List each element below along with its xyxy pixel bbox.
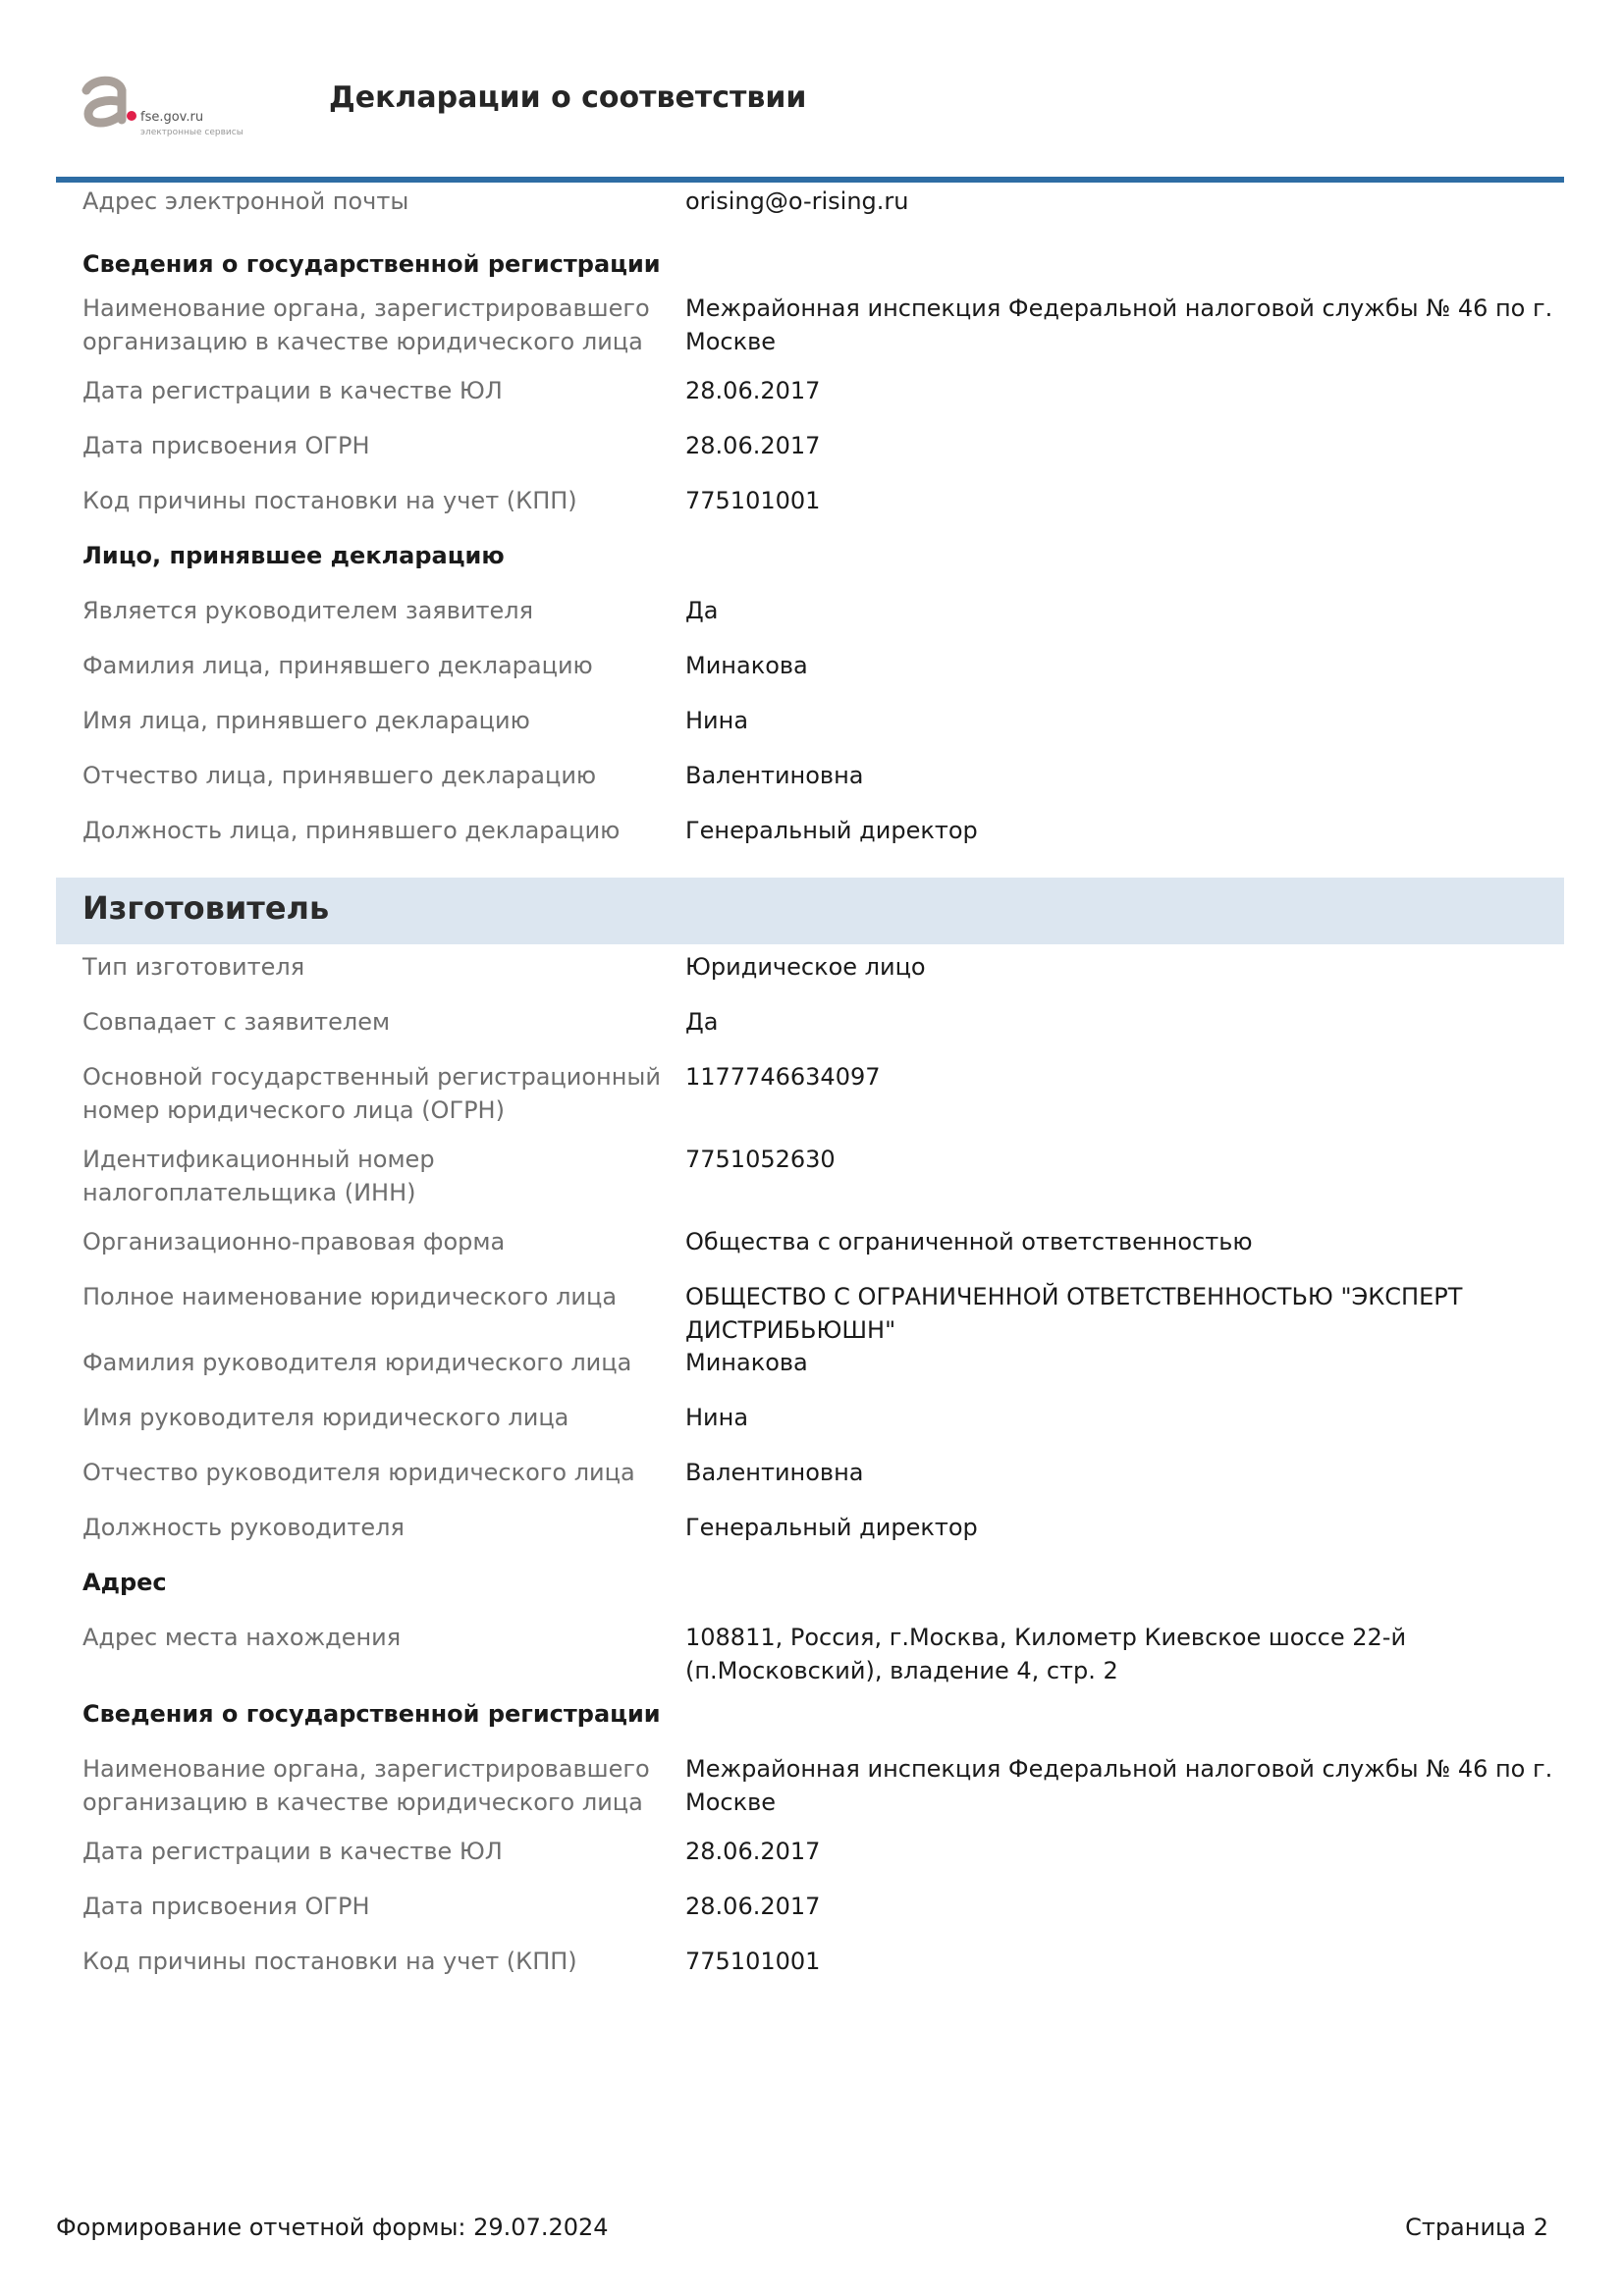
declarant-patronymic-value: Валентиновна xyxy=(685,762,864,789)
applicant-kpp-label: Код причины постановки на учет (КПП) xyxy=(82,487,577,514)
is-head-value: Да xyxy=(685,597,719,624)
email-label: Адрес электронной почты xyxy=(82,187,409,215)
manufacturer-type-value: Юридическое лицо xyxy=(685,953,926,981)
head-patronymic-label: Отчество руководителя юридического лица xyxy=(82,1459,635,1486)
page-header xyxy=(56,0,1564,183)
head-surname-value: Минакова xyxy=(685,1349,808,1376)
legal-form-value: Общества с ограниченной ответственностью xyxy=(685,1228,1253,1255)
same-as-applicant-value: Да xyxy=(685,1008,719,1036)
manufacturer-ogrn-date-value: 28.06.2017 xyxy=(685,1893,821,1920)
location-address-value: 108811, Россия, г.Москва, Километр Киевское шоссе 22-й (п.Московский), владение 4, стр. 2 xyxy=(685,1624,1407,1684)
manufacturer-kpp-label: Код причины постановки на учет (КПП) xyxy=(82,1948,577,1975)
email-value: orising@o-rising.ru xyxy=(685,187,909,215)
logo-subtitle: электронные сервисы xyxy=(140,128,243,137)
applicant-reg-heading: Сведения о государственной регистрации xyxy=(82,250,661,278)
page-number: Страница 2 xyxy=(1405,2214,1548,2241)
declarant-heading: Лицо, принявшее декларацию xyxy=(82,542,505,569)
head-position-label: Должность руководителя xyxy=(82,1514,405,1541)
manufacturer-reg-date-value: 28.06.2017 xyxy=(685,1838,821,1865)
applicant-ogrn-date-value: 28.06.2017 xyxy=(685,432,821,459)
manufacturer-reg-authority-value: Межрайонная инспекция Федеральной налоговой службы № 46 по г. Москве xyxy=(685,1755,1553,1816)
declarant-patronymic-label: Отчество лица, принявшего декларацию xyxy=(82,762,597,789)
applicant-kpp-value: 775101001 xyxy=(685,487,821,514)
fse-logo xyxy=(79,75,243,143)
manufacturer-section-band xyxy=(56,878,1564,944)
head-name-value: Нина xyxy=(685,1404,749,1431)
manufacturer-inn-value: 7751052630 xyxy=(685,1146,836,1173)
manufacturer-reg-heading: Сведения о государственной регистрации xyxy=(82,1700,661,1728)
manufacturer-reg-authority-label: Наименование органа, зарегистрировавшего организацию в качестве юридического лица xyxy=(82,1755,650,1816)
declarant-surname-label: Фамилия лица, принявшего декларацию xyxy=(82,652,593,679)
logo-domain: fse.gov.ru xyxy=(140,110,204,125)
manufacturer-ogrn-label: Основной государственный регистрационный номер юридического лица (ОГРН) xyxy=(82,1063,661,1124)
location-address-label: Адрес места нахождения xyxy=(82,1624,402,1651)
manufacturer-reg-date-label: Дата регистрации в качестве ЮЛ xyxy=(82,1838,503,1865)
applicant-reg-date-label: Дата регистрации в качестве ЮЛ xyxy=(82,377,503,404)
declarant-position-value: Генеральный директор xyxy=(685,817,978,844)
applicant-ogrn-date-label: Дата присвоения ОГРН xyxy=(82,432,370,459)
declarant-position-label: Должность лица, принявшего декларацию xyxy=(82,817,621,844)
applicant-reg-date-value: 28.06.2017 xyxy=(685,377,821,404)
declarant-name-label: Имя лица, принявшего декларацию xyxy=(82,707,530,734)
head-position-value: Генеральный директор xyxy=(685,1514,978,1541)
head-name-label: Имя руководителя юридического лица xyxy=(82,1404,569,1431)
manufacturer-inn-label: Идентификационный номер налогоплательщика (ИНН) xyxy=(82,1146,435,1206)
manufacturer-ogrn-value: 1177746634097 xyxy=(685,1063,881,1091)
document-title: Декларации о соответствии xyxy=(329,80,807,115)
full-name-value: ОБЩЕСТВО С ОГРАНИЧЕННОЙ ОТВЕТСТВЕННОСТЬЮ "ЭКСПЕРТ ДИСТРИБЬЮШН" xyxy=(685,1283,1463,1344)
manufacturer-kpp-value: 775101001 xyxy=(685,1948,821,1975)
head-patronymic-value: Валентиновна xyxy=(685,1459,864,1486)
same-as-applicant-label: Совпадает с заявителем xyxy=(82,1008,391,1036)
report-generated-date: Формирование отчетной формы: 29.07.2024 xyxy=(56,2214,609,2241)
is-head-label: Является руководителем заявителя xyxy=(82,597,533,624)
applicant-reg-authority-label: Наименование органа, зарегистрировавшего организацию в качестве юридического лица xyxy=(82,294,650,355)
head-surname-label: Фамилия руководителя юридического лица xyxy=(82,1349,632,1376)
legal-form-label: Организационно-правовая форма xyxy=(82,1228,506,1255)
declarant-name-value: Нина xyxy=(685,707,749,734)
manufacturer-ogrn-date-label: Дата присвоения ОГРН xyxy=(82,1893,370,1920)
full-name-label: Полное наименование юридического лица xyxy=(82,1283,618,1310)
declarant-surname-value: Минакова xyxy=(685,652,808,679)
applicant-reg-authority-value: Межрайонная инспекция Федеральной налоговой службы № 46 по г. Москве xyxy=(685,294,1553,355)
manufacturer-type-label: Тип изготовителя xyxy=(82,953,305,981)
manufacturer-section-title: Изготовитель xyxy=(82,889,330,927)
address-heading: Адрес xyxy=(82,1569,167,1596)
